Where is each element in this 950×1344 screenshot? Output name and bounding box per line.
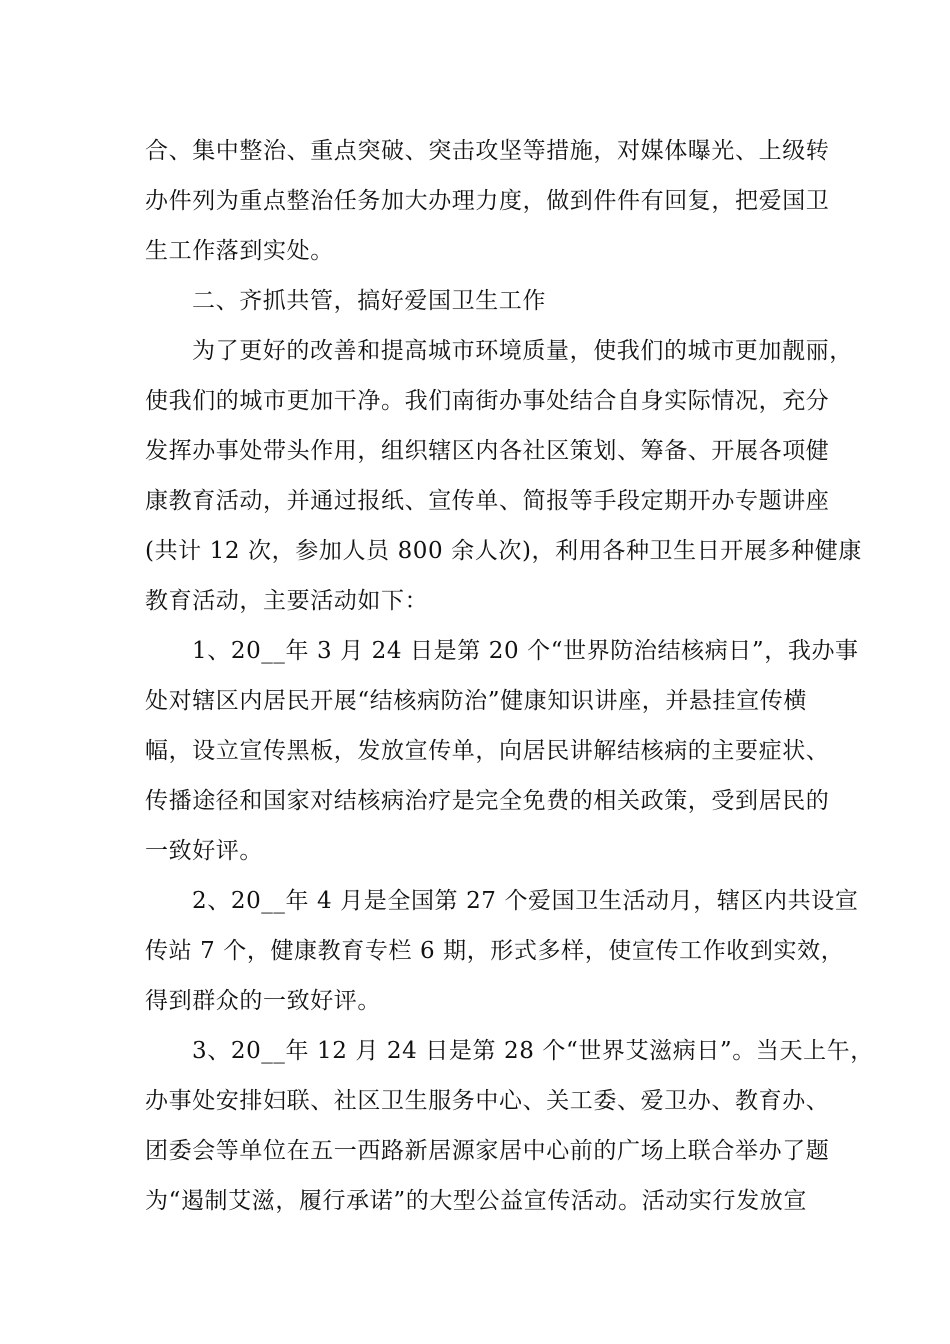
text-line-6: 使我们的城市更加干净。我们南街办事处结合自身实际情况，充分 xyxy=(145,388,830,414)
text-line-3: 生工作落到实处。 xyxy=(145,238,334,264)
text-line-16: 2、20__年 4 月是全国第 27 个爱国卫生活动月，辖区内共设宣 xyxy=(192,888,859,914)
text-line-12: 处对辖区内居民开展“结核病防治”健康知识讲座，并悬挂宣传横 xyxy=(145,688,807,714)
text-line-10: 教育活动，主要活动如下： xyxy=(145,588,429,614)
text-line-5: 为了更好的改善和提高城市环境质量，使我们的城市更加靓丽， xyxy=(192,338,853,364)
text-line-7: 发挥办事处带头作用，组织辖区内各社区策划、筹备、开展各项健 xyxy=(145,438,830,464)
text-line-1: 合、集中整治、重点突破、突击攻坚等措施，对媒体曝光、上级转 xyxy=(145,138,830,164)
text-line-18: 得到群众的一致好评。 xyxy=(145,988,381,1014)
section-heading: 二、齐抓共管，搞好爱国卫生工作 xyxy=(192,288,546,314)
text-line-17: 传站 7 个，健康教育专栏 6 期，形式多样，使宣传工作收到实效， xyxy=(145,938,845,964)
text-line-13: 幅，设立宣传黑板，发放宣传单，向居民讲解结核病的主要症状、 xyxy=(145,738,830,764)
text-line-21: 团委会等单位在五一西路新居源家居中心前的广场上联合举办了题 xyxy=(145,1138,830,1164)
text-line-2: 办件列为重点整治任务加大办理力度，做到件件有回复，把爱国卫 xyxy=(145,188,830,214)
text-line-9: (共计 12 次，参加人员 800 余人次)，利用各种卫生日开展多种健康 xyxy=(145,538,862,564)
text-line-19: 3、20__年 12 月 24 日是第 28 个“世界艾滋病日”。当天上午， xyxy=(192,1038,874,1064)
text-line-11: 1、20__年 3 月 24 日是第 20 个“世界防治结核病日”，我办事 xyxy=(192,638,859,664)
text-line-20: 办事处安排妇联、社区卫生服务中心、关工委、爱卫办、教育办、 xyxy=(145,1088,830,1114)
text-line-22: 为“遏制艾滋，履行承诺”的大型公益宣传活动。活动实行发放宣 xyxy=(145,1188,807,1214)
text-line-8: 康教育活动，并通过报纸、宣传单、简报等手段定期开办专题讲座 xyxy=(145,488,830,514)
text-line-14: 传播途径和国家对结核病治疗是完全免费的相关政策，受到居民的 xyxy=(145,788,830,814)
text-line-15: 一致好评。 xyxy=(145,838,263,864)
